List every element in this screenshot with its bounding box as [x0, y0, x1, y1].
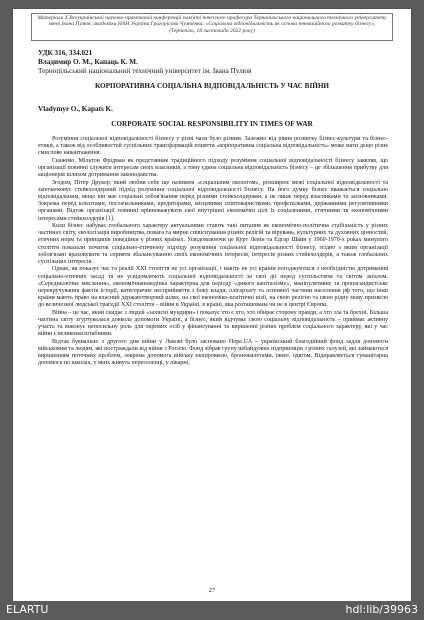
affiliation: Тернопільський національний технічний університет ім. Івана Пулюя — [38, 67, 252, 75]
paragraph: Однак, як показує час та реалії ХХІ століття не усі організації, і навіть не усі країни погоджуються з необхідністю дотримання соціально-етичних засад та не усвідомлюють соціальної відповідальності за свої дії перед суспільством та світом загалом. «Середньовічне мислення», економічнаповедінка характерна для періоду «дикого капіталізму», маніпулятивне та пропагандистське перекручування фактів історії, категоричне несприйняття з боку влади, олігархату та основної частини населення рф того, що інші країни мають право на власний державотворчий шлях, на свої економіко-політичні візії, на свою релігію та свою рідну мову призвело до величезної людської трагедії ХХІ століття – війни в Україні, в країні, яка розташована чи не в центрі Європи. — [38, 266, 388, 309]
handle-link[interactable]: hdl:lib/39963 — [345, 603, 418, 616]
document-page — [13, 9, 411, 601]
title-en: CORPORATE SOCIAL RESPONSIBILITY IN TIMES OF WAR — [111, 120, 313, 128]
authors-en: Vladymyr O., Kapats K. — [38, 105, 113, 113]
paragraph: Скажімо, Мільтон Фрідман як представник традиційного підходу розуміння соціальної відповідальності бізнесу заявляв, що організації повинні служити інтересам своїх власників, а тому єдина соціальна відповідальність бізнесу – це збільшення прибутку для акціонерів шляхом дотримання законодавства. — [38, 157, 388, 179]
page-number: 27 — [208, 587, 216, 594]
repository-name: ELARTU — [6, 603, 49, 616]
authors-ua: Владимир О. М., Капаць К. М. — [38, 58, 138, 66]
paragraph: Розуміння соціальної відповідальності бізнесу у різні часи було різним. Залежно від рівня розвитку бізнес-культури та бізнес-етики, а також від особливостей суспільних трансформацій поняття «корпоративна соціальна відповідальність» може мати дещо різне смислове навантаження. — [38, 136, 388, 157]
paragraph: Війна – це час, який скидає з людей «захисні мундири» і показує хто є хто, хто обирає сторону правди, а хто зла та брехні. Більша частина світу згуртувалася довкола допомоги Україні, а бізнес, який відчуває свою соціальну відповідальність – приймає активну участь та виконує непосильну роль для окремих осіб у фінансуванні та вирішенні різних проблем соціального характеру, які у час війни є великомасштабними. — [38, 309, 388, 338]
paragraph: Коли бізнес набуває глобального характеру актуальними стають такі питання як економічно-політична стабільність у різних частинах світу, екологізація виробництва, повага та мирне співіснування різних релігій та вірувань, культурних та духовних цінностей, етичних норм та принципів поведінки у різних країнах. Усвідомлюючи це Курт Левін та Едгар Шайн у 1960-1970-х роках минулого століття показали початок соціально-етичному підходу розуміння соціальної відповідальності бізнесу, згідно з яким організації зобов'язані враховувати та сприяти збалансуванню своїх економічних інтересів, інтересів різних стейкхолдерів, а також глобальних суспільних інтересів. — [38, 223, 388, 265]
conference-header: Матеріали X Всеукраїнської науково-практичної конференції пам'яті почесного професора Тернопільського національного технічного університету імені Івана Пулюя, академіка НАН України Григорісова Чумченка: «Соціальна відповідальність як основа інноваційного розвитку бізнесу», (Тернопіль, 18 листопада 2022 року) — [31, 13, 393, 41]
repository-footer — [0, 601, 424, 620]
paragraph: Згодом, Пітер Друкер, який любив себе ще називати «соціальним екологом», розширює межі соціальної відповідальності та започатковує стейкхолдерний підхід розуміння соціальної відповідальності бізнесу. На його думку бізнес вважається соціально відповідальним, якщо він має соціальні зобов'язання перед різними стейкхолдерами, а не лише перед власниками та засновниками. Зокрема перед клієнтами, постачальниками, кредиторами, місцевими співтовариствами, профспілками, державними регулятивними органами. Відтак організації повинні врівноважувати свої внутрішні економічні цілі із соціальними, етичними та економічними інтересами стейкхолдерів [1]. — [38, 179, 388, 222]
udc-code: УДК 316, 334.021 — [38, 49, 93, 57]
title-ua: КОРПОРАТИВНА СОЦІАЛЬНА ВІДПОВІДАЛЬНІСТЬ У ЧАС ВІЙНИ — [94, 82, 330, 90]
article-body — [38, 136, 388, 368]
paragraph: Відтак буквально з другого дня війни у Львові було засновано Hope.UA – український благодійний фонд задля допомоги військовим та людям, які постраждали від війни з Росією. Фонд зібрав групу небайдужих підприємців з різних галузей, які займаються вирішенням поточних проблем, зокрема допомога війську екіпіровкою, бронежилетами, їжею, одягом. Відправляється гуманітарна допомога по школах, у яких живуть переселенці, у лікарні, — [38, 338, 388, 367]
